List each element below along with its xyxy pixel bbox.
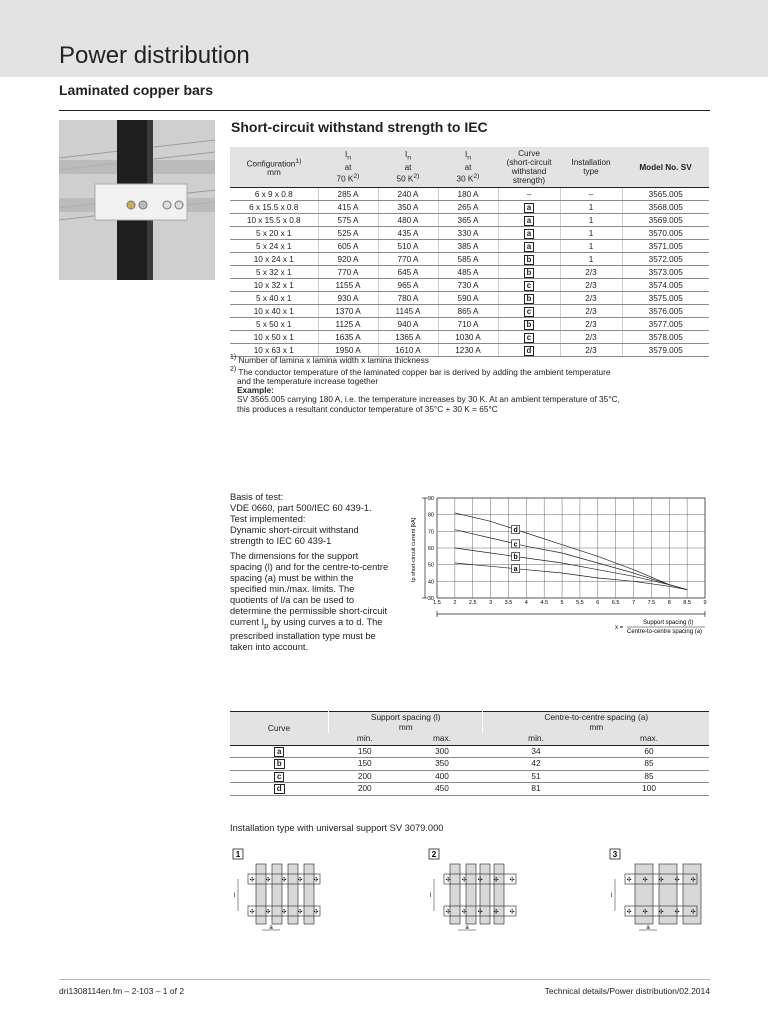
table-cell: 3571.005 [622, 240, 709, 253]
table-cell: 5 x 24 x 1 [230, 240, 318, 253]
table-cell: 3578.005 [622, 331, 709, 344]
table-cell: 5 x 20 x 1 [230, 227, 318, 240]
table-cell: 930 A [318, 292, 378, 305]
curve-badge: a [524, 203, 534, 213]
table-cell: 3579.005 [622, 344, 709, 357]
table-cell: 3565.005 [622, 188, 709, 201]
spacing-table [230, 711, 709, 796]
chart-x-tick: 6.5 [611, 600, 620, 606]
curve-badge: a [524, 242, 534, 252]
chart-x-tick: 8.5 [683, 600, 691, 606]
table-cell: 1 [560, 253, 622, 266]
col-in-50k: $I_n$ at 50 $K^{2)}$ [378, 147, 438, 188]
table-cell: 1950 A [318, 344, 378, 357]
curve-badge: b [524, 320, 535, 330]
table-cell: 3573.005 [622, 266, 709, 279]
table-cell: 85 [589, 770, 709, 783]
table-row [230, 253, 709, 266]
chart-series-label-b: b [513, 554, 518, 561]
table-cell: 350 A [378, 201, 438, 214]
spacing-table-body [230, 745, 709, 795]
chart-x-tick: 5.5 [576, 600, 584, 606]
chart-x-tick: 8 [667, 600, 671, 606]
table-row [230, 227, 709, 240]
clamp-cross-icon: ✣ [658, 876, 664, 884]
chart-y-tick: 80 [427, 512, 434, 519]
table-row [230, 770, 709, 783]
dimension-l-label: l [234, 893, 236, 899]
table-row [230, 292, 709, 305]
table-cell: 400 [401, 770, 483, 783]
col-centre: Centre-to-centre spacing (a) mm [483, 712, 709, 734]
installation-diagram-2 [428, 848, 538, 938]
withstand-table [230, 147, 709, 357]
table-cell: 10 x 40 x 1 [230, 305, 318, 318]
chart-x-tick: 2 [453, 600, 457, 606]
clamp-cross-icon: ✣ [642, 876, 648, 884]
desc-line-3: Dynamic short-circuit withstand [230, 525, 359, 535]
table-cell: 2/3 [560, 344, 622, 357]
table-cell: – [560, 188, 622, 201]
clamp-cross-icon: ✣ [445, 876, 451, 884]
table-cell [498, 240, 560, 253]
type-number: 3 [612, 850, 618, 859]
footnote-2-cont: and the temperature increase together [237, 375, 379, 386]
chart-x-tick: 4.5 [540, 600, 549, 606]
col-support-max: max. [401, 733, 483, 745]
dimension-a-label: a [269, 925, 273, 931]
chart-x-tick: 5 [560, 600, 564, 606]
short-circuit-chart [405, 490, 710, 640]
curve-badge: b [274, 759, 285, 769]
col-curve2: Curve [230, 712, 329, 746]
curve-badge: b [524, 294, 535, 304]
col-installation: Installation type [560, 147, 622, 188]
desc-line-1: VDE 0660, part 500/IEC 60 439-1. [230, 503, 372, 513]
chart-y-tick: 90 [427, 496, 434, 502]
table-cell: 100 [589, 783, 709, 796]
table-cell: 435 A [378, 227, 438, 240]
table-cell: 1230 A [438, 344, 498, 357]
table-cell: 34 [483, 745, 589, 758]
col-curve: Curve (short-circuit withstand strength) [498, 147, 560, 188]
table-cell: 780 A [378, 292, 438, 305]
table-cell [498, 331, 560, 344]
clamp-cross-icon: ✣ [477, 876, 483, 884]
table-cell: 200 [329, 783, 402, 796]
table-cell: 2/3 [560, 318, 622, 331]
table-cell: 3572.005 [622, 253, 709, 266]
table-cell: 1125 A [318, 318, 378, 331]
table-cell [498, 201, 560, 214]
table-cell: 3577.005 [622, 318, 709, 331]
footnote-1: $^{1)}$ Number of lamina x lamina width x lamina thickness [230, 354, 429, 365]
curve-badge: a [524, 216, 534, 226]
clamp-cross-icon: ✣ [493, 908, 499, 916]
clamp-cross-icon: ✣ [493, 876, 499, 884]
table-cell: 590 A [438, 292, 498, 305]
footer-left: dri1308114en.fm – 2-103 – 1 of 2 [59, 986, 185, 996]
chart-x-tick: 3.5 [504, 600, 513, 606]
installation-caption: Installation type with universal support SV 3079.000 [230, 823, 444, 833]
table-cell [230, 758, 329, 771]
clamp-cross-icon: ✣ [626, 908, 632, 916]
clamp-cross-icon: ✣ [297, 908, 303, 916]
table-cell [498, 292, 560, 305]
curve-badge: c [524, 281, 534, 291]
table-cell: 1155 A [318, 279, 378, 292]
table-cell: 1 [560, 214, 622, 227]
title-rule [59, 110, 710, 111]
curve-badge: b [524, 268, 535, 278]
col-support-min: min. [329, 733, 402, 745]
table-cell: 415 A [318, 201, 378, 214]
table-cell: 150 [329, 745, 402, 758]
example-label: Example: [237, 385, 274, 396]
table-row [230, 214, 709, 227]
clamp-cross-icon: ✣ [249, 908, 255, 916]
curve-badge: b [524, 255, 535, 265]
table-cell: 200 [329, 770, 402, 783]
clamp-cross-icon: ✣ [674, 908, 680, 916]
table-cell: 1365 A [378, 331, 438, 344]
table-row [230, 240, 709, 253]
curve-badge: c [524, 307, 534, 317]
table-cell: 2/3 [560, 292, 622, 305]
table-cell: 10 x 24 x 1 [230, 253, 318, 266]
col-centre-min: min. [483, 733, 589, 745]
table-cell: 510 A [378, 240, 438, 253]
clamp-cross-icon: ✣ [281, 876, 287, 884]
table-cell: – [498, 188, 560, 201]
clamp-cross-icon: ✣ [690, 876, 696, 884]
table-cell: 1610 A [378, 344, 438, 357]
table-cell: 285 A [318, 188, 378, 201]
section-title: Short-circuit withstand strength to IEC [231, 119, 488, 135]
table-cell: 265 A [438, 201, 498, 214]
chart-x-label-den: Centre-to-centre spacing (a) [627, 629, 703, 635]
table-cell: 180 A [438, 188, 498, 201]
table-cell: 3568.005 [622, 201, 709, 214]
chart-series-line-d [455, 513, 687, 590]
table-cell [498, 253, 560, 266]
type-number: 1 [235, 850, 241, 859]
table-cell: 480 A [378, 214, 438, 227]
table-cell: 485 A [438, 266, 498, 279]
table-row [230, 201, 709, 214]
table-row [230, 745, 709, 758]
chart-x-prefix: x = [615, 625, 624, 631]
clamp-cross-icon: ✣ [313, 908, 319, 916]
table-row [230, 188, 709, 201]
table-cell: 525 A [318, 227, 378, 240]
table-cell: 865 A [438, 305, 498, 318]
withstand-table-header [230, 147, 709, 188]
table-cell [498, 305, 560, 318]
clamp-cross-icon: ✣ [313, 876, 319, 884]
clamp-cross-icon: ✣ [626, 876, 632, 884]
installation-diagram-1 [232, 848, 342, 938]
table-cell: 605 A [318, 240, 378, 253]
chart-y-tick: 40 [427, 579, 434, 586]
table-cell: 10 x 32 x 1 [230, 279, 318, 292]
example-line-2: this produces a resultant conductor temperature of 35°C + 30 K = 65°C [237, 403, 498, 414]
table-cell: 5 x 40 x 1 [230, 292, 318, 305]
table-cell [230, 770, 329, 783]
table-cell: 365 A [438, 214, 498, 227]
table-cell [230, 745, 329, 758]
chart-x-label-num: Support spacing (l) [643, 620, 694, 626]
withstand-table-body [230, 188, 709, 357]
desc-line-2: Test implemented: [230, 514, 306, 524]
chart-y-tick: 30 [427, 596, 434, 602]
table-row [230, 331, 709, 344]
footer-right: Technical details/Power distribution/02.2014 [544, 986, 710, 996]
table-cell: 330 A [438, 227, 498, 240]
table-cell [498, 266, 560, 279]
clamp-cross-icon: ✣ [461, 908, 467, 916]
clamp-cross-icon: ✣ [265, 908, 271, 916]
chart-x-tick: 2.5 [468, 600, 477, 606]
table-row [230, 758, 709, 771]
col-support: Support spacing (l) mm [329, 712, 483, 734]
table-cell: 710 A [438, 318, 498, 331]
table-cell: 10 x 15.5 x 0.8 [230, 214, 318, 227]
table-cell [498, 318, 560, 331]
table-cell: 940 A [378, 318, 438, 331]
col-centre-max: max. [589, 733, 709, 745]
table-cell: 51 [483, 770, 589, 783]
type-number: 2 [431, 850, 437, 859]
table-cell: 450 [401, 783, 483, 796]
clamp-cross-icon: ✣ [297, 876, 303, 884]
chart-y-tick: 50 [427, 562, 434, 569]
table-cell: 81 [483, 783, 589, 796]
curve-badge: a [524, 229, 534, 239]
chart-series-line-a [455, 563, 687, 590]
chart-x-tick: 7.5 [647, 600, 656, 606]
table-cell: 3575.005 [622, 292, 709, 305]
table-cell: 965 A [378, 279, 438, 292]
table-cell: 730 A [438, 279, 498, 292]
clamp-cross-icon: ✣ [265, 876, 271, 884]
installation-diagram-3 [609, 848, 719, 938]
example-line-1: SV 3565.005 carrying 180 A, i.e. the temperature increases by 30 K. At an ambient temperature of 35°C, [237, 394, 620, 405]
table-cell: 1145 A [378, 305, 438, 318]
table-cell: 2/3 [560, 266, 622, 279]
clamp-cross-icon: ✣ [658, 908, 664, 916]
table-cell: 3576.005 [622, 305, 709, 318]
table-cell: 1 [560, 240, 622, 253]
page-subtitle: Laminated copper bars [59, 82, 214, 98]
chart-series-label-a: a [513, 566, 518, 574]
clamp-cross-icon: ✣ [281, 908, 287, 916]
clamp-cross-icon: ✣ [249, 876, 255, 884]
curve-badge: d [524, 346, 535, 356]
table-cell: 1 [560, 201, 622, 214]
chart-y-label: Ip short-circuit current [kA] [411, 517, 417, 582]
table-cell: 1 [560, 227, 622, 240]
col-model: Model No. SV [622, 147, 709, 188]
test-description [230, 492, 390, 653]
clamp-cross-icon: ✣ [509, 876, 515, 884]
chart-series-label-d: d [513, 527, 518, 534]
table-cell: 6 x 15.5 x 0.8 [230, 201, 318, 214]
table-cell: 5 x 32 x 1 [230, 266, 318, 279]
chart-y-tick: 60 [427, 546, 434, 552]
product-photo [59, 120, 215, 280]
table-cell: 2/3 [560, 331, 622, 344]
table-cell: 575 A [318, 214, 378, 227]
table-row [230, 783, 709, 796]
dimension-l-label: l [611, 893, 613, 899]
table-cell: 3570.005 [622, 227, 709, 240]
table-cell [498, 279, 560, 292]
curve-badge: c [274, 772, 284, 782]
chart-x-tick: 1.5 [433, 600, 441, 606]
chart-x-tick: 6 [596, 600, 600, 606]
table-cell: 1370 A [318, 305, 378, 318]
table-cell: 10 x 63 x 1 [230, 344, 318, 357]
desc-paragraph: The dimensions for the support spacing (l) and for the centre-to-centre spacing (a) must be within the specified min./max. limits. The quotients of l/a can be used to determine the permissible short-circuit current $I_p$ by using curves a to d. The prescribed installation type must be taken into account. [230, 551, 389, 652]
dimension-a-label: a [646, 925, 650, 931]
clamp-cross-icon: ✣ [445, 908, 451, 916]
table-cell: 42 [483, 758, 589, 771]
col-in-70k: $I_n$ at 70 $K^{2)}$ [318, 147, 378, 188]
clamp-cross-icon: ✣ [461, 876, 467, 884]
table-cell: 5 x 50 x 1 [230, 318, 318, 331]
table-row [230, 266, 709, 279]
chart-x-tick: 3 [489, 600, 493, 606]
table-cell: 350 [401, 758, 483, 771]
table-row [230, 279, 709, 292]
footnotes [230, 353, 710, 414]
footer-rule [59, 979, 710, 980]
table-cell: 770 A [378, 253, 438, 266]
table-cell: 3569.005 [622, 214, 709, 227]
footnote-2: $^{2)}$ The conductor temperature of the laminated copper bar is derived by adding the ambient temperature [230, 365, 611, 377]
table-cell [498, 227, 560, 240]
clamp-cross-icon: ✣ [674, 876, 680, 884]
table-cell: 645 A [378, 266, 438, 279]
copper-bar [450, 864, 460, 924]
table-cell: 150 [329, 758, 402, 771]
chart-series-label-c: c [513, 541, 518, 549]
table-cell: 920 A [318, 253, 378, 266]
curve-badge: d [274, 784, 285, 794]
table-cell: 770 A [318, 266, 378, 279]
table-cell: 300 [401, 745, 483, 758]
desc-line-0: Basis of test: [230, 492, 284, 502]
chart-x-tick: 9 [703, 600, 707, 606]
table-row [230, 305, 709, 318]
table-cell [230, 783, 329, 796]
dimension-l-label: l [430, 893, 432, 899]
table-cell: 240 A [378, 188, 438, 201]
table-cell: 1030 A [438, 331, 498, 344]
chart-x-tick: 7 [632, 600, 636, 606]
dimension-a-label: a [465, 925, 469, 931]
curve-badge: a [274, 747, 284, 757]
clamp-cross-icon: ✣ [690, 908, 696, 916]
table-cell: 3574.005 [622, 279, 709, 292]
table-cell: 2/3 [560, 279, 622, 292]
table-row [230, 318, 709, 331]
copper-bar [466, 864, 476, 924]
clamp-cross-icon: ✣ [509, 908, 515, 916]
page-title: Power distribution [59, 42, 250, 69]
table-cell: 1635 A [318, 331, 378, 344]
clamp-cross-icon: ✣ [642, 908, 648, 916]
table-cell [498, 214, 560, 227]
col-configuration: Configuration$^{1)}$ mm [230, 147, 318, 188]
table-cell: 85 [589, 758, 709, 771]
table-cell: 2/3 [560, 305, 622, 318]
clamp-cross-icon: ✣ [477, 908, 483, 916]
table-cell: 585 A [438, 253, 498, 266]
table-cell: 60 [589, 745, 709, 758]
chart-y-tick: 70 [427, 529, 434, 536]
chart-x-tick: 4 [524, 600, 528, 606]
table-cell: 10 x 50 x 1 [230, 331, 318, 344]
table-cell: 6 x 9 x 0.8 [230, 188, 318, 201]
chart-series-line-b [455, 548, 687, 590]
desc-line-4: strength to IEC 60 439-1 [230, 536, 332, 546]
col-in-30k: $I_n$ at 30 $K^{2)}$ [438, 147, 498, 188]
table-cell: 385 A [438, 240, 498, 253]
curve-badge: c [524, 333, 534, 343]
